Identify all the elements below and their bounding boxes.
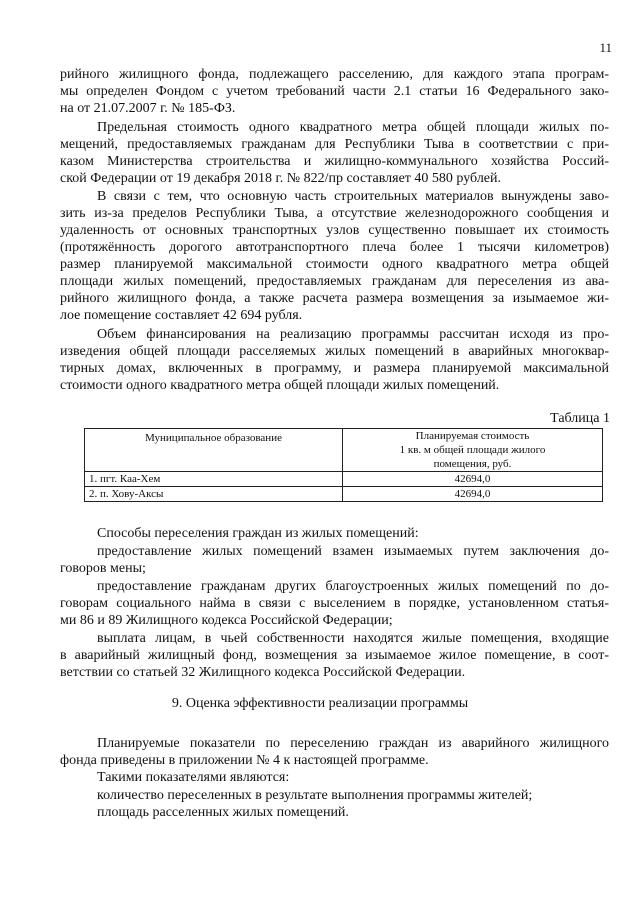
text-line: ветствии со статьей 32 Жилищного кодекса Российской Федерации.: [60, 665, 466, 680]
text-line: выплата лицам, в чьей собственности находятся жилые помещения, входящие: [97, 631, 609, 646]
text-line: площадь расселенных жилых помещений.: [97, 805, 349, 820]
text-line: говорам социального найма в связи с выселением в порядке, установленном статья-: [60, 596, 609, 611]
paragraph-indicator-1: [60, 787, 609, 804]
text-line: говоров мены;: [60, 561, 146, 576]
table-cell-municipality: 1. пгт. Каа-Хем: [85, 472, 343, 487]
paragraph-indicators: [60, 735, 609, 769]
paragraph-methods-intro: [60, 525, 609, 542]
text-line: Такими показателями являются:: [97, 770, 290, 785]
table-caption: Таблица 1: [550, 411, 610, 426]
table-cell-cost: 42694,0: [343, 487, 603, 502]
text-line: Предельная стоимость одного квадратного метра общей площади жилых по-: [97, 120, 609, 135]
text-line: ми 86 и 89 Жилищного кодекса Российской Федерации;: [60, 613, 393, 628]
table-header-row: [85, 429, 603, 472]
text-line: В связи с тем, что основную часть строительных материалов вынуждены заво-: [97, 189, 609, 204]
text-line: на от 21.07.2007 г. № 185-ФЗ.: [60, 101, 236, 116]
text-line: размер планируемой максимальной стоимости одного квадратного метра общей: [60, 257, 609, 272]
table-row: [85, 472, 603, 487]
table-row: [85, 487, 603, 502]
text-line: мы определен Фондом с учетом требований части 2.1 статьи 16 Федерального зако-: [60, 84, 609, 99]
text-line: Способы переселения граждан из жилых помещений:: [97, 526, 419, 541]
header-line: помещения, руб.: [433, 458, 512, 470]
table-header-cell: [343, 429, 603, 472]
text-line: рийного жилищного фонда, а также расчета размера возмещения за изымаемое жи-: [60, 291, 609, 306]
text-line: предоставление гражданам других благоустроенных жилых помещений по до-: [97, 579, 609, 594]
text-line: предоставление жилых помещений взамен изымаемых путем заключения до-: [97, 544, 609, 559]
text-line: ской Федерации от 19 декабря 2018 г. № 822/пр составляет 40 580 рублей.: [60, 171, 502, 186]
paragraph-indicators-intro: [60, 769, 609, 786]
text-line: рийного жилищного фонда, подлежащего расселению, для каждого этапа програм-: [60, 67, 609, 82]
text-line: площади жилых помещений, предоставляемых гражданам для переселения из ава-: [60, 274, 609, 289]
text-line: удаленность от основных транспортных узлов существенно повышает их стоимость: [60, 223, 609, 238]
table-header-cell: Муниципальное образование: [85, 429, 343, 472]
page-number: 11: [599, 40, 612, 55]
paragraph-financing: [60, 326, 609, 394]
text-line: мещений, предоставляемых гражданам для Республики Тыва в соответствии с при-: [60, 137, 609, 152]
text-line: изведения общей площади расселяемых жилых помещений в аварийных многоквар-: [60, 344, 609, 359]
paragraph-max-cost: [60, 119, 609, 187]
text-line: в аварийный жилищный фонд, возмещения за изымаемое жилое помещение, в соот-: [60, 648, 609, 663]
text-line: казом Министерства строительства и жилищно-коммунального хозяйства Россий-: [60, 154, 609, 169]
paragraph-continuation: [60, 66, 609, 117]
text-line: (протяжённость дорогого автотранспортного плеча более 1 тысячи километров): [60, 240, 609, 255]
text-line: Объем финансирования на реализацию программы рассчитан исходя из про-: [97, 327, 609, 342]
text-line: лое помещение составляет 42 694 рубля.: [60, 308, 303, 323]
text-line: фонда приведены в приложении № 4 к настоящей программе.: [60, 753, 429, 768]
table-cell-cost: 42694,0: [343, 472, 603, 487]
table-cell-municipality: 2. п. Хову-Аксы: [85, 487, 343, 502]
header-line: Планируемая стоимость: [415, 430, 530, 442]
paragraph-method-1: [60, 543, 609, 577]
text-line: стоимости одного квадратного метра общей площади жилых помещений.: [60, 378, 500, 393]
paragraph-indicator-2: [60, 804, 609, 821]
section-heading: 9. Оценка эффективности реализации программы: [171, 696, 469, 711]
header-line: 1 кв. м общей площади жилого: [399, 444, 546, 456]
text-line: Планируемые показатели по переселению граждан из аварийного жилищного: [97, 736, 609, 751]
cost-table: [84, 428, 603, 502]
paragraph-method-2: [60, 578, 609, 629]
paragraph-reasoning: [60, 188, 609, 324]
text-line: количество переселенных в результате выполнения программы жителей;: [97, 788, 533, 803]
paragraph-method-3: [60, 630, 609, 681]
text-line: зить из-за пределов Республики Тыва, а отсутствие железнодорожного сообщения и: [60, 206, 609, 221]
text-line: тирных домах, включенных в программу, и размера планируемой максимальной: [60, 361, 609, 376]
